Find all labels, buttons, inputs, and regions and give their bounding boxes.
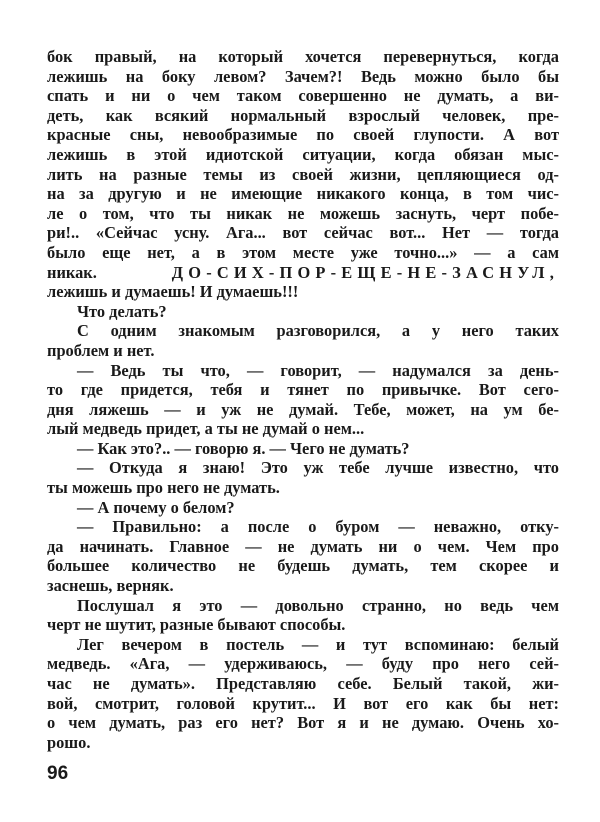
- text-line: вой, смотрит, головой крутит... И вот его как бы нет:: [47, 693, 559, 713]
- text-line: ле о том, что ты никак не можешь заснуть, черт побе-: [47, 203, 559, 223]
- text-fragment: никак.: [47, 262, 97, 282]
- text-line: то где придется, тебя и тянет по привычке. Вот сего-: [47, 380, 559, 400]
- text-line: Что делать?: [77, 301, 167, 321]
- text-line: ри!.. «Сейчас усну. Ага... вот сейчас вот... Нет — тогда: [47, 223, 559, 243]
- text-line: лить на разные темы из своей жизни, цепляющиеся од-: [47, 164, 559, 184]
- text-line: час не думать». Представляю себе. Белый такой, жи-: [47, 674, 559, 693]
- text-line: — Откуда я знаю! Это уж тебе лучше известно, что: [77, 458, 559, 478]
- text-line: — Правильно: а после о буром — неважно, отку-: [77, 517, 559, 537]
- text-line: заснешь, верняк.: [47, 576, 174, 596]
- text-line: красные сны, невообразимые по своей глупости. А вот: [47, 125, 559, 145]
- text-line: черт не шутит, разные бывают способы.: [47, 615, 346, 635]
- text-line: — Ведь ты что, — говорит, — надумался за день-: [77, 360, 559, 380]
- text-line: Послушал я это — довольно странно, но ведь чем: [77, 595, 559, 615]
- text-line: ты можешь про него не думать.: [47, 478, 280, 498]
- page-number: 96: [47, 763, 69, 784]
- text-line: спать и ни о чем таком совершенно не думать, а ви-: [47, 86, 559, 106]
- text-line: бок правый, на который хочется перевернуться, когда: [47, 47, 559, 66]
- text-line: медведь. «Ага, — удерживаюсь, — буду про него сей-: [47, 654, 559, 674]
- text-line: да начинать. Главное — не думать ни о чем. Чем про: [47, 536, 559, 556]
- text-line: дня ляжешь — и уж не думай. Тебе, может, на ум бе-: [47, 399, 559, 419]
- text-line: большее количество не будешь думать, тем скорее и: [47, 556, 559, 576]
- text-line: рошо.: [47, 732, 91, 752]
- text-line: было еще нет, а в этом месте уже точно...» — а сам: [47, 242, 559, 262]
- text-line: лежишь и думаешь! И думаешь!!!: [47, 282, 299, 302]
- text-line: лежишь на боку левом? Зачем?! Ведь можно было бы: [47, 66, 559, 86]
- spaced-emphasis-text: ДО-СИХ-ПОР-ЕЩЕ-НЕ-ЗАСНУЛ,: [171, 262, 559, 282]
- text-line: Лег вечером в постель — и тут вспоминаю: белый: [77, 634, 559, 654]
- text-line: на за другую и не имеющие никакого конца, в том чис-: [47, 184, 559, 204]
- book-page-text: [47, 47, 559, 752]
- text-line: лежишь в этой идиотской ситуации, когда обязан мыс-: [47, 144, 559, 164]
- text-line: [47, 263, 559, 283]
- text-line: — Как это?.. — говорю я. — Чего не думать?: [77, 438, 410, 458]
- text-line: деть, как всякий нормальный взрослый человек, пре-: [47, 105, 559, 125]
- text-line: о чем думать, раз его нет? Вот я и не думаю. Очень хо-: [47, 713, 559, 733]
- text-line: С одним знакомым разговорился, а у него таких: [77, 321, 559, 341]
- text-line: проблем и нет.: [47, 340, 155, 360]
- text-line: — А почему о белом?: [77, 497, 235, 517]
- text-line: лый медведь придет, а ты не думай о нем...: [47, 419, 365, 439]
